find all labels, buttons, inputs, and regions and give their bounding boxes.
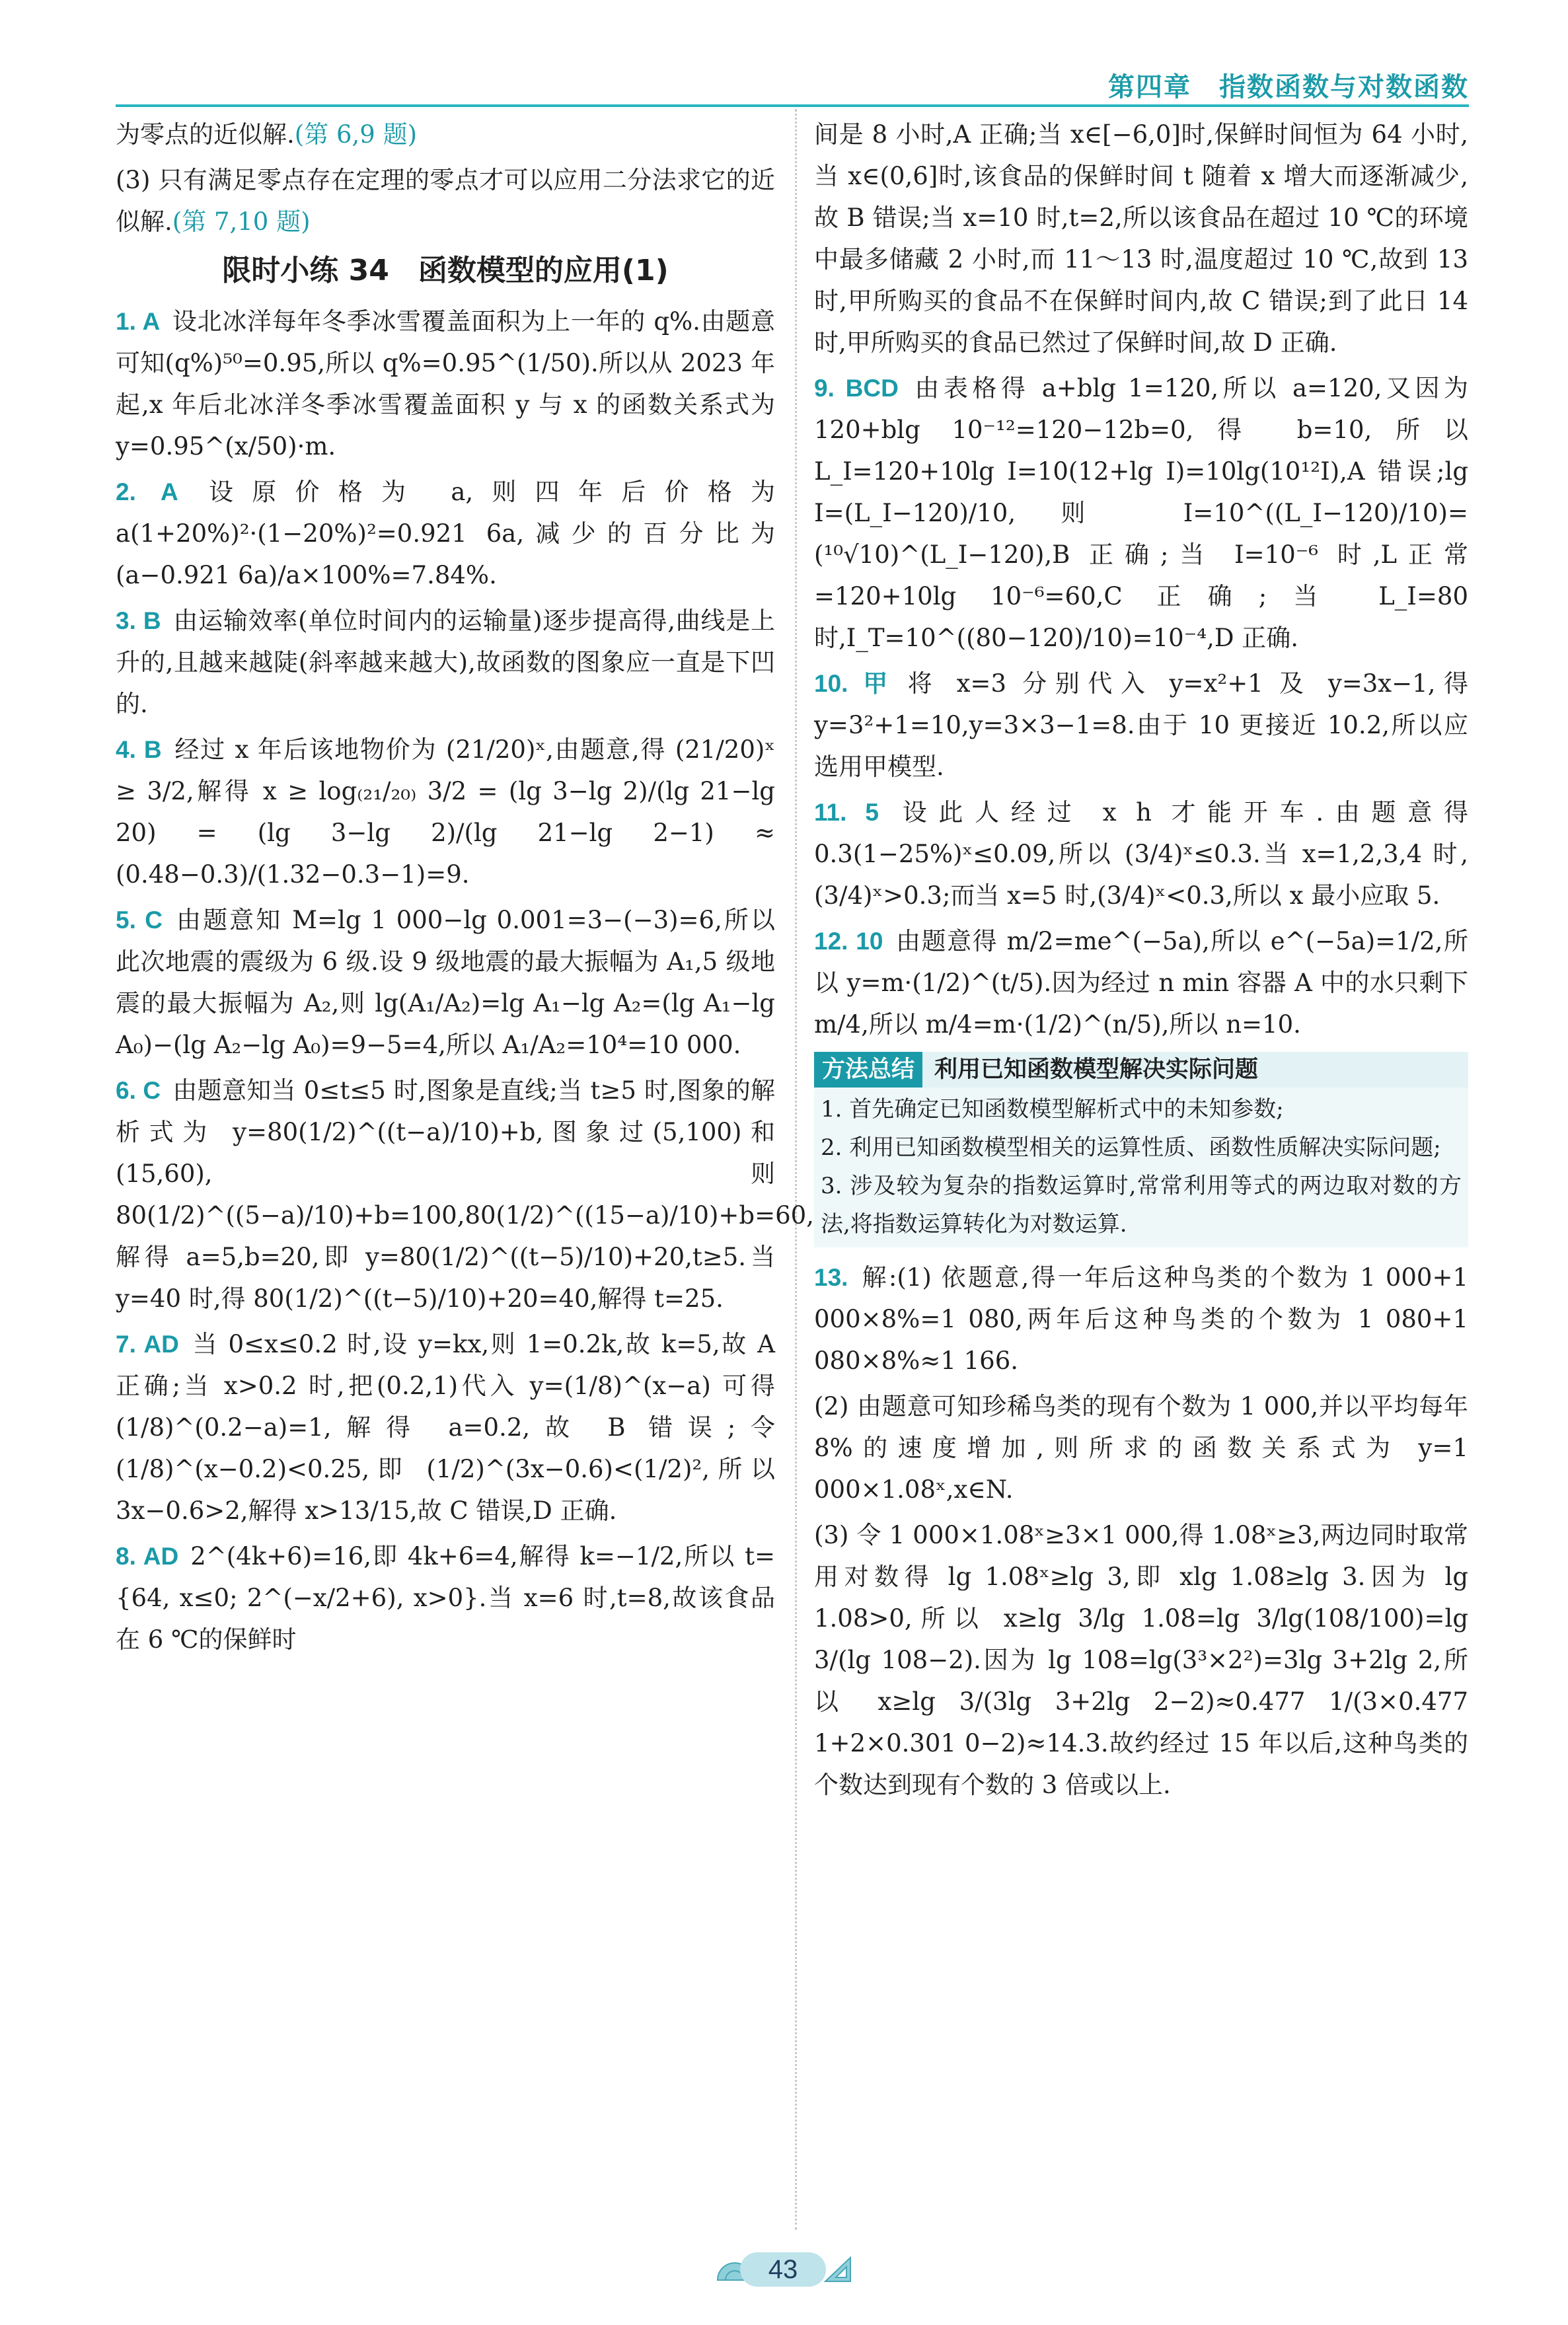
question-ref: (第 6,9 题) xyxy=(294,120,418,149)
answer-number: 11. 5 xyxy=(814,799,879,826)
answer-text: (3) 令 1 000×1.08ˣ≥3×1 000,得 1.08ˣ≥3,两边同时取常用对数得 lg 1.08ˣ≥lg 3,即 xlg 1.08≥lg 3.因为 lg 1.08>0,所以 x≥lg 3/lg 1.08=lg 3/lg(108/100)=lg 3/(lg 108−2).因为 lg 108=lg(3³×2²)=3lg 3+2lg 2,所以 x≥lg 3/(3lg 3+2lg 2−2)≈0.477 1/(3×0.477 1+2×0.301 0−2)≈14.3.故约经过 15 年以后,这种鸟类的个数达到现有个数的 3 倍或以上. xyxy=(814,1521,1468,1799)
answer-item xyxy=(116,1070,814,1319)
column-divider xyxy=(795,109,797,2230)
answer-number: 9. BCD xyxy=(814,375,899,402)
answer-text: 由表格得 a+blg 1=120,所以 a=120,又因为 120+blg 10⁻¹²=120−12b=0,得 b=10,所以 L_I=120+10lg I=10(12+lg I)=10lg(10¹²I),A 错误;lg I=(L_I−120)/10,则 I=10^((L_I−120)/10)=(¹⁰√10)^(L_I−120),B 正确;当 I=10⁻⁶ 时,L正常=120+10lg 10⁻⁶=60,C 正确;当 L_I=80 时,I_T=10^((80−120)/10)=10⁻⁴,D 正确. xyxy=(814,374,1468,652)
answer-number: 1. A xyxy=(116,308,161,335)
answer-number: 6. C xyxy=(116,1077,161,1104)
answer-text: 当 0≤x≤0.2 时,设 y=kx,则 1=0.2k,故 k=5,故 A 正确;当 x>0.2 时,把(0.2,1)代入 y=(1/8)^(x−a) 可得 (1/8)^(0.2−a)=1,解得 a=0.2,故 B 错误;令 (1/8)^(x−0.2)<0.25,即 (1/2)^(3x−0.6)<(1/2)²,所以 3x−0.6>2,解得 x>13/15,故 C 错误,D 正确. xyxy=(116,1330,775,1525)
answer-item xyxy=(814,1514,1468,1806)
answer-number: 12. 10 xyxy=(814,928,883,955)
answer-text: 解:(1) 依题意,得一年后这种鸟类的个数为 1 000+1 000×8%=1 080,两年后这种鸟类的个数为 1 080+1 080×8%≈1 166. xyxy=(814,1263,1468,1375)
answer-number: 3. B xyxy=(116,607,161,634)
answer-number: 7. AD xyxy=(116,1331,179,1358)
answer-text: (2) 由题意可知珍稀鸟类的现有个数为 1 000,并以平均每年 8%的速度增加,则所求的函数关系式为 y=1 000×1.08ˣ,x∈N. xyxy=(814,1392,1468,1504)
answer-item xyxy=(116,1535,775,1660)
answer-number: 5. C xyxy=(116,906,163,934)
answer-number: 4. B xyxy=(116,736,162,763)
set-square-icon xyxy=(823,2255,853,2287)
intro-line-2: (3) 只有满足零点存在定理的零点才可以应用二分法求它的近似解.(第 7,10 题) xyxy=(116,166,775,236)
answer-text: 2^(4k+6)=16,即 4k+6=4,解得 k=−1/2,所以 t={64, x≤0; 2^(−x/2+6), x>0}.当 x=6 时,t=8,故该食品在 6 ℃的保鲜时 xyxy=(116,1542,775,1654)
answer-text: 经过 x 年后该地物价为 (21/20)ˣ,由题意,得 (21/20)ˣ ≥ 3/2,解得 x ≥ log₍₂₁/₂₀₎ 3/2 = (lg 3−lg 2)/(lg 21−lg 20) = (lg 3−lg 2)/(lg 21−lg 2−1) ≈ (0.48−0.3)/(1.32−0.3−1)=9. xyxy=(116,735,775,889)
intro-line-1: 为零点的近似解.(第 6,9 题) xyxy=(116,120,418,149)
answer-text: 由题意知当 0≤t≤5 时,图象是直线;当 t≥5 时,图象的解析式为 y=80(1/2)^((t−a)/10)+b,图象过(5,100)和(15,60),则 80(1/2)^((5−a)/10)+b=100,80(1/2)^((15−a)/10)+b=60,解得 a=5,b=20,即 y=80(1/2)^((t−5)/10)+20,t≥5.当 y=40 时,得 80(1/2)^((t−5)/10)+20=40,解得 t=25. xyxy=(116,1076,814,1313)
answer-item xyxy=(116,729,775,895)
answer-item xyxy=(814,920,1468,1045)
answer-text: 间是 8 小时,A 正确;当 x∈[−6,0]时,保鲜时间恒为 64 小时,当 x∈(0,6]时,该食品的保鲜时间 t 随着 x 增大而逐渐减少,故 B 错误;当 x=10 时,t=2,所以该食品在超过 10 ℃的环境中最多储藏 2 小时,而 11～13 时,温度超过 10 ℃,故到 13 时,甲所购买的食品不在保鲜时间内,故 C 错误;到了此日 14 时,甲所购买的食品已然过了保鲜时间,故 D 正确. xyxy=(814,120,1468,357)
summary-line: 2. 利用已知函数模型相关的运算性质、函数性质解决实际问题; xyxy=(821,1134,1441,1161)
header-rule xyxy=(116,104,1469,107)
section-title: 限时小练 34 函数模型的应用(1) xyxy=(222,254,669,287)
answer-item xyxy=(116,471,775,596)
answer-item xyxy=(116,1323,775,1532)
page-footer xyxy=(714,2250,854,2289)
answer-number: 13. xyxy=(814,1264,848,1291)
page-number-pill xyxy=(740,2252,826,2287)
page-number: 43 xyxy=(768,2254,798,2284)
answer-item xyxy=(814,114,1468,363)
answer-text: 由运输效率(单位时间内的运输量)逐步提高得,曲线是上升的,且越来越陡(斜率越来越大),故函数的图象应一直是下凹的. xyxy=(116,607,775,718)
method-summary-title: 利用已知函数模型解决实际问题 xyxy=(934,1056,1259,1083)
method-summary-body xyxy=(814,1088,1468,1247)
answer-text: 设此人经过 x h 才能开车.由题意得 0.3(1−25%)ˣ≤0.09,所以 (3/4)ˣ≤0.3.当 x=1,2,3,4 时,(3/4)ˣ>0.3;而当 x=5 时,(3/4)ˣ<0.3,所以 x 最小应取 5. xyxy=(814,798,1468,910)
answer-number: 10. 甲 xyxy=(814,670,896,697)
answer-number: 8. AD xyxy=(116,1543,179,1570)
right-column xyxy=(814,114,1468,1810)
answer-item xyxy=(814,367,1468,659)
answer-item xyxy=(814,792,1468,916)
answer-item xyxy=(116,301,775,467)
answer-item xyxy=(814,1257,1468,1382)
answer-text: 将 x=3 分别代入 y=x²+1 及 y=3x−1,得 y=3²+1=10,y=3×3−1=8.由于 10 更接近 10.2,所以应选用甲模型. xyxy=(814,669,1468,781)
summary-line: 1. 首先确定已知函数模型解析式中的未知参数; xyxy=(821,1096,1284,1123)
answer-text: 设原价格为 a,则四年后价格为 a(1+20%)²·(1−20%)²=0.921 6a,减少的百分比为 (a−0.921 6a)/a×100%=7.84%. xyxy=(116,478,775,589)
question-ref: (第 7,10 题) xyxy=(172,207,311,236)
method-summary-header xyxy=(814,1052,1468,1088)
left-column xyxy=(116,114,814,1664)
answer-item xyxy=(814,1385,1468,1510)
answer-number: 2. A xyxy=(116,478,178,505)
method-summary-label: 方法总结 xyxy=(814,1052,922,1088)
answer-text: 由题意知 M=lg 1 000−lg 0.001=3−(−3)=6,所以此次地震的震级为 6 级.设 9 级地震的最大振幅为 A₁,5 级地震的最大振幅为 A₂,则 lg(A₁/A₂)=lg A₁−lg A₂=(lg A₁−lg A₀)−(lg A₂−lg A₀)=9−5=4,所以 A₁/A₂=10⁴=10 000. xyxy=(116,906,775,1059)
chapter-header: 第四章 指数函数与对数函数 xyxy=(1108,72,1469,102)
answer-item xyxy=(814,663,1468,788)
method-summary-box xyxy=(814,1052,1468,1247)
answer-text: 设北冰洋每年冬季冰雪覆盖面积为上一年的 q%.由题意可知(q%)⁵⁰=0.95,所以 q%=0.95^(1/50).所以从 2023 年起,x 年后北冰洋冬季冰雪覆盖面积 y 与 x 的函数关系式为 y=0.95^(x/50)·m. xyxy=(116,307,775,461)
summary-line: 3. 涉及较为复杂的指数运算时,常常利用等式的两边取对数的方法,将指数运算转化为对数运算. xyxy=(821,1173,1462,1237)
answer-item xyxy=(116,899,775,1066)
answer-item xyxy=(116,600,775,725)
answer-text: 由题意得 m/2=me^(−5a),所以 e^(−5a)=1/2,所以 y=m·(1/2)^(t/5).因为经过 n min 容器 A 中的水只剩下 m/4,所以 m/4=m·(1/2)^(n/5),所以 n=10. xyxy=(814,927,1468,1039)
